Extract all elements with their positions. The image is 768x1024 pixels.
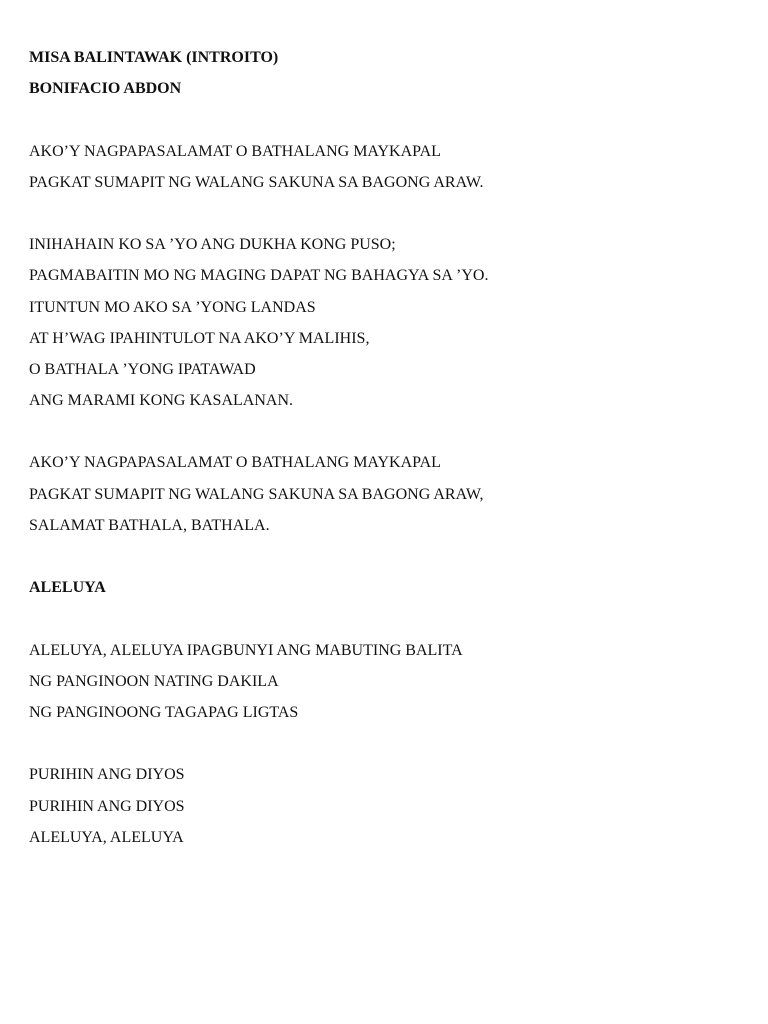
lyric-line: NG PANGINOON NATING DAKILA (29, 672, 279, 690)
lyric-line: PAGMABAITIN MO NG MAGING DAPAT NG BAHAGYA SA ’YO. (29, 267, 489, 285)
lyric-line: ITUNTUN MO AKO SA ’YONG LANDAS (29, 298, 316, 316)
lyric-line: PAGKAT SUMAPIT NG WALANG SAKUNA SA BAGONG ARAW, (29, 485, 484, 503)
spacer (29, 203, 749, 234)
document-title: MISA BALINTAWAK (INTROITO) (29, 49, 279, 66)
introito-stanza-3 (29, 452, 749, 546)
spacer (29, 546, 749, 577)
spacer (29, 733, 749, 764)
lyric-line: O BATHALA ’YONG IPATAWAD (29, 360, 256, 378)
lyric-line: AT H’WAG IPAHINTULOT NA AKO’Y MALIHIS, (29, 329, 370, 347)
lyric-line: PURIHIN ANG DIYOS (29, 766, 185, 784)
introito-stanza-1 (29, 141, 749, 203)
lyrics-document (29, 47, 749, 858)
spacer (29, 608, 749, 639)
lyric-line: PAGKAT SUMAPIT NG WALANG SAKUNA SA BAGONG ARAW. (29, 173, 484, 191)
spacer (29, 109, 749, 140)
lyric-line: ALELUYA, ALELUYA (29, 828, 184, 846)
lyric-line: AKO’Y NAGPAPASALAMAT O BATHALANG MAYKAPAL (29, 454, 441, 472)
lyric-line: ALELUYA, ALELUYA IPAGBUNYI ANG MABUTING BALITA (29, 641, 463, 659)
introito-stanza-2 (29, 234, 749, 421)
lyric-line: SALAMAT BATHALA, BATHALA. (29, 516, 270, 534)
lyric-line: NG PANGINOONG TAGAPAG LIGTAS (29, 703, 299, 721)
lyric-line: PURIHIN ANG DIYOS (29, 797, 185, 815)
aleluya-stanza-1 (29, 640, 749, 734)
composer-name: BONIFACIO ABDON (29, 80, 182, 98)
lyric-line: ANG MARAMI KONG KASALANAN. (29, 392, 293, 410)
lyric-line: INIHAHAIN KO SA ’YO ANG DUKHA KONG PUSO; (29, 236, 396, 254)
aleluya-stanza-2 (29, 764, 749, 858)
spacer (29, 421, 749, 452)
aleluya-heading: ALELUYA (29, 579, 106, 597)
lyric-line: AKO’Y NAGPAPASALAMAT O BATHALANG MAYKAPAL (29, 142, 441, 160)
